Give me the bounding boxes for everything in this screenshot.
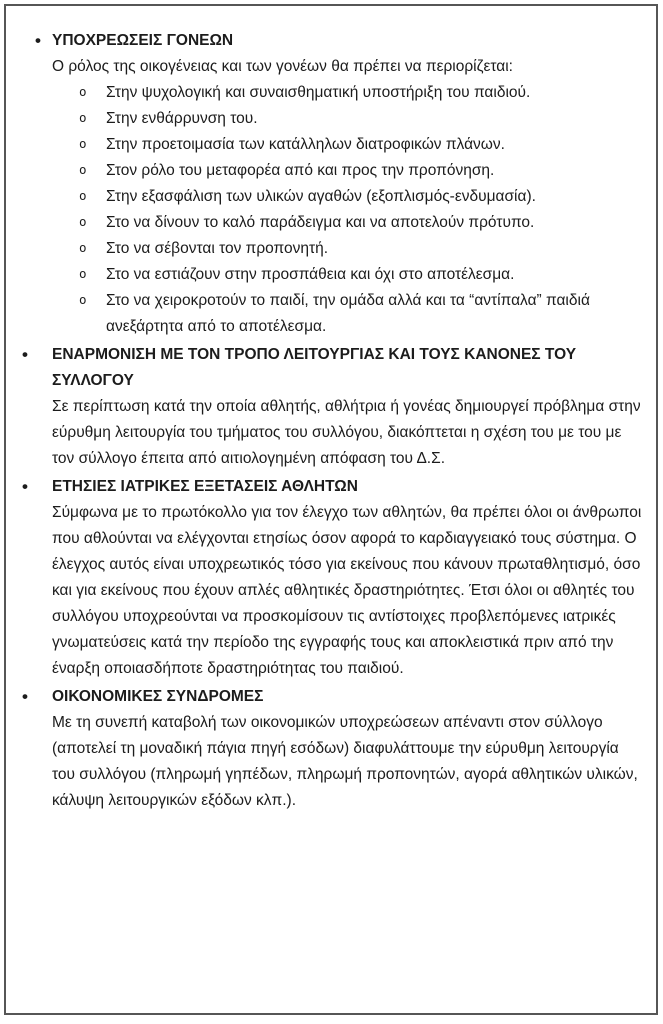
list-item [6,210,648,236]
list-item-text: Στην ενθάρρυνση του. [106,110,258,127]
section-heading: ΕΝΑΡΜΟΝΙΣΗ ΜΕ ΤΟΝ ΤΡΟΠΟ ΛΕΙΤΟΥΡΓΙΑΣ ΚΑΙ ΤΟΥΣ ΚΑΝΟΝΕΣ ΤΟΥ ΣΥΛΛΟΓΟΥ [52,346,577,389]
list-item-text: Στο να χειροκροτούν το παιδί, την ομάδα αλλά και τα “αντίπαλα” παιδιά ανεξάρτητα από το αποτέλεσμα. [106,292,590,335]
document-content [6,6,656,814]
section-medical-exams [6,474,648,682]
circle-bullet-icon: o [79,292,87,307]
circle-bullet-icon: o [79,188,87,203]
circle-bullet-icon: o [79,110,87,125]
circle-bullet-icon: o [79,266,87,281]
section-financial-subscriptions [6,684,648,814]
list-item-text: Στο να εστιάζουν στην προσπάθεια και όχι στο αποτέλεσμα. [106,266,515,283]
list-item [6,288,648,340]
section-heading-row [6,684,648,710]
section-heading-row [6,342,648,394]
list-item-text: Στον ρόλο του μεταφορέα από και προς την προπόνηση. [106,162,495,179]
list-item-text: Στο να σέβονται τον προπονητή. [106,240,329,257]
section-heading-row [6,28,648,54]
circle-bullet-icon: o [79,214,87,229]
circle-bullet-icon: o [79,136,87,151]
list-item-text: Στην ψυχολογική και συναισθηματική υποστήριξη του παιδιού. [106,84,531,101]
list-item [6,158,648,184]
bullet-icon: • [22,687,28,706]
list-item-text: Στην εξασφάλιση των υλικών αγαθών (εξοπλισμός-ενδυμασία). [106,188,536,205]
list-item-text: Στην προετοιμασία των κατάλληλων διατροφικών πλάνων. [106,136,505,153]
bullet-icon: • [35,31,41,50]
list-item [6,106,648,132]
document-page [4,4,658,1015]
list-item [6,262,648,288]
section-heading: ΟΙΚΟΝΟΜΙΚΕΣ ΣΥΝΔΡΟΜΕΣ [52,688,264,705]
section-parents-obligations [6,28,648,340]
list-item [6,236,648,262]
circle-bullet-icon: o [79,84,87,99]
list-item [6,80,648,106]
list-item [6,132,648,158]
bullet-icon: • [22,345,28,364]
section-heading: ΥΠΟΧΡΕΩΣΕΙΣ ΓΟΝΕΩΝ [52,32,234,49]
list-item-text: Στο να δίνουν το καλό παράδειγμα και να αποτελούν πρότυπο. [106,214,535,231]
section-heading: ΕΤΗΣΙΕΣ ΙΑΤΡΙΚΕΣ ΕΞΕΤΑΣΕΙΣ ΑΘΛΗΤΩΝ [52,478,358,495]
section-club-rules [6,342,648,472]
section-intro: Ο ρόλος της οικογένειας και των γονέων θα πρέπει να περιορίζεται: [52,58,513,75]
section-body: Με τη συνεπή καταβολή των οικονομικών υποχρεώσεων απέναντι στον σύλλογο (αποτελεί τη μοναδική πάγια πηγή εσόδων) διαφυλάττουμε την εύρυθμη λειτουργία του συλλόγου (πληρωμή γηπέδων, πληρωμή προπονητών, αγορά αθλητικών υλικών, κάλυψη λειτουργικών εξόδων κλπ.). [52,714,638,809]
bullet-icon: • [22,477,28,496]
list-item [6,184,648,210]
circle-bullet-icon: o [79,240,87,255]
section-body: Σε περίπτωση κατά την οποία αθλητής, αθλήτρια ή γονέας δημιουργεί πρόβλημα στην εύρυθμη λειτουργία του τμήματος του συλλόγου, διακόπτεται η σχέση του με του με τον σύλλογο έπειτα από αιτιολογημένη απόφαση του Δ.Σ. [52,398,641,467]
circle-bullet-icon: o [79,162,87,177]
section-heading-row [6,474,648,500]
section-body: Σύμφωνα με το πρωτόκολλο για τον έλεγχο των αθλητών, θα πρέπει όλοι οι άνθρωποι που αθλούνται να ελέγχονται ετησίως όσον αφορά το καρδιαγγειακό τους σύστημα. Ο έλεγχος αυτός είναι υποχρεωτικός τόσο για εκείνους που κάνουν πρωταθλητισμό, όσο και για εκείνους που έχουν απλές αθλητικές δραστηριότητες. Έτσι όλοι οι αθλητές του συλλόγου υποχρεούνται να προσκομίσουν τις αντίστοιχες προβλεπόμενες ιατρικές γνωματεύσεις κατά την περίοδο της εγγραφής τους και αποκλειστικά πριν από την έναρξη οποιασδήποτε δραστηριότητας του παιδιού. [52,504,642,677]
